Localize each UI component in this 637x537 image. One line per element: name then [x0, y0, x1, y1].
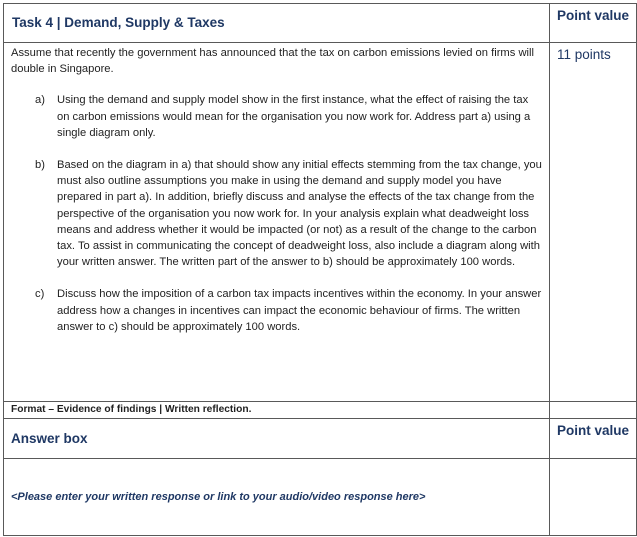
task-part-a [11, 92, 542, 141]
task-body-row [4, 43, 637, 402]
task-part-b [11, 157, 542, 270]
answer-input-area[interactable]: <Please enter your written response or link to your audio/video response here> [4, 459, 550, 536]
task-title-cell [4, 4, 550, 43]
part-marker: b) [35, 159, 45, 172]
format-side-cell [550, 402, 637, 419]
task-header-row [4, 4, 637, 43]
part-marker: a) [35, 94, 45, 107]
answer-row [4, 459, 637, 536]
part-marker: c) [35, 288, 45, 301]
part-text: Based on the diagram in a) that should show any initial effects stemming from the tax change, you must also outline assumptions you make in using the demand and supply model you have prepared in part a). In addition, briefly discuss and analyse the effects of the tax change from the perspective of the organisation you now work for. In your analysis explain what deadweight loss means and address whether it would be impacted (or not) as a result of the change to the carbon tax. To assist in communicating the concept of deadweight loss, also include a diagram along with your written answer. The written part of the answer to b) should be approximately 100 words. [57, 159, 542, 269]
part-text: Using the demand and supply model show in the first instance, what the effect of raising the tax on carbon emissions would mean for the organisation you now work for. Address part a) using a single diagram only. [57, 94, 531, 139]
task-table [3, 3, 637, 536]
answer-header-row [4, 419, 637, 459]
point-value-header: Point value [550, 4, 637, 43]
task-intro: Assume that recently the government has announced that the tax on carbon emissions levied on firms will double in Singapore. [11, 47, 534, 76]
answer-title: Answer box [11, 430, 88, 446]
task-part-c [11, 286, 542, 335]
part-text: Discuss how the imposition of a carbon tax impacts incentives within the economy. In your answer address how a changes in incentives can impact the economic behaviour of firms. The written answer to c) should be approximately 100 words. [57, 288, 542, 333]
answer-point-value-header: Point value [550, 419, 637, 459]
task-title: Task 4 | Demand, Supply & Taxes [12, 15, 225, 30]
format-line: Format – Evidence of findings | Written reflection. [4, 402, 550, 419]
answer-points-cell[interactable] [550, 459, 637, 536]
format-row [4, 402, 637, 419]
answer-title-cell [4, 419, 550, 459]
task-points: 11 points [550, 43, 637, 402]
task-parts-list [11, 92, 542, 335]
task-body [4, 43, 550, 402]
